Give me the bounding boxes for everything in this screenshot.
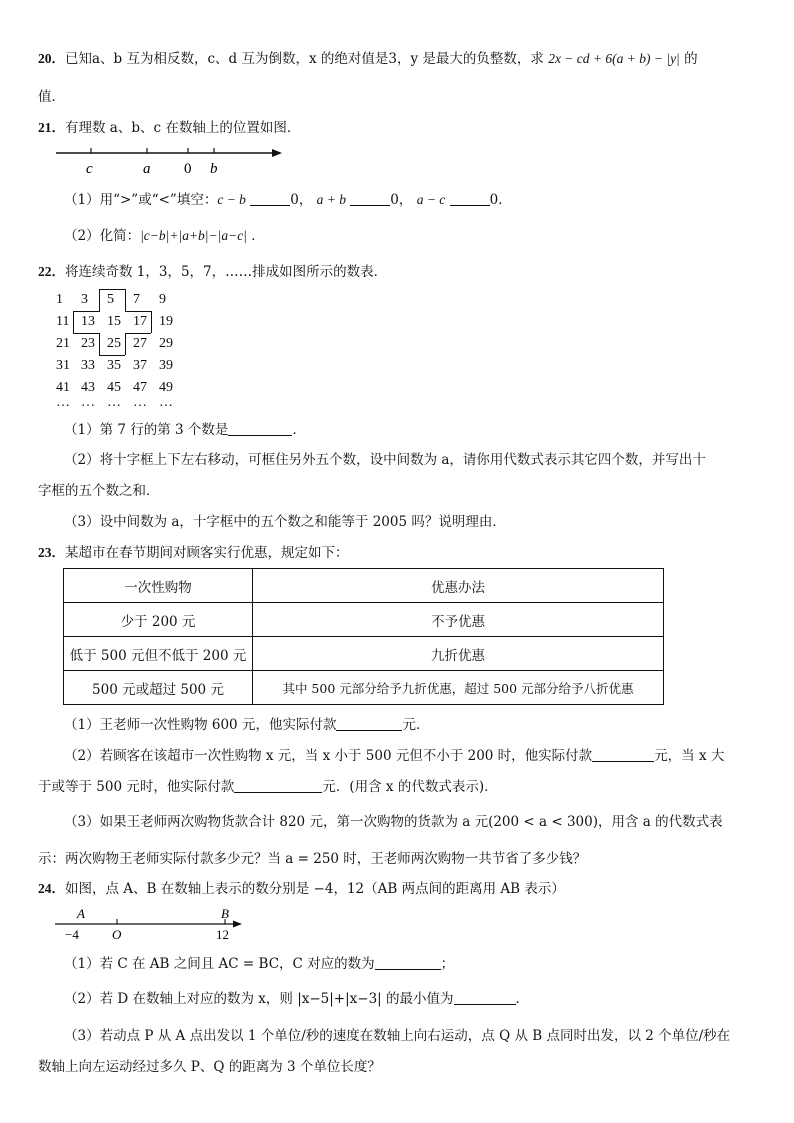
q21-number: 21． bbox=[38, 120, 65, 135]
point-b-value: 12 bbox=[216, 927, 229, 942]
q23-part1 bbox=[64, 715, 758, 735]
table-row bbox=[64, 637, 664, 671]
q20-line1 bbox=[38, 49, 758, 69]
q21-label-a: a bbox=[143, 161, 151, 177]
q21-label-c: c bbox=[86, 161, 93, 177]
zero-text: 0 bbox=[390, 192, 399, 208]
table-cell: 11 bbox=[56, 314, 70, 329]
table-cell: 19 bbox=[159, 314, 173, 329]
table-cell: 49 bbox=[159, 380, 173, 395]
table-row bbox=[64, 671, 664, 705]
q23-part2-text-end: 元．(用含 x 的代数式表示)． bbox=[322, 779, 498, 795]
q24-part3-line1: （3）若动点 P 从 A 点出发以 1 个单位/秒的速度在数轴上向右运动，点 Q 从 B 点同时出发，以 2 个单位/秒在 bbox=[64, 1028, 731, 1044]
q21-expr-a-minus-c: a − c bbox=[416, 192, 446, 207]
q23-part2-text: （2）若顾客在该超市一次性购物 x 元，当 x 小于 500 元但不小于 200 时，他实际付款 bbox=[64, 748, 593, 764]
table-cell: 5 bbox=[107, 292, 114, 307]
table-cell: 31 bbox=[56, 358, 70, 373]
q24-part2 bbox=[64, 989, 758, 1009]
table-row bbox=[64, 603, 664, 637]
q20-tail: 的 bbox=[684, 51, 698, 67]
q24-part1-text: （1）若 C 在 AB 之间且 AC = BC，C 对应的数为 bbox=[64, 956, 375, 972]
table-cell: 35 bbox=[107, 358, 121, 373]
table-cell: 低于 500 元但不低于 200 元 bbox=[64, 637, 253, 671]
table-cell: … bbox=[133, 395, 147, 410]
q20-text: 已知a、b 互为相反数，c、d 互为倒数，x 的绝对值是3，y 是最大的负整数，求 bbox=[65, 51, 544, 67]
q22-part2-line1: （2）将十字框上下左右移动，可框住另外五个数，设中间数为 a，请你用代数式表示其它四个数，并写出十 bbox=[64, 452, 706, 468]
q22-part1-text: （1）第 7 行的第 3 个数是 bbox=[64, 422, 229, 438]
q24-part1 bbox=[64, 954, 758, 974]
separator: ， bbox=[298, 192, 313, 208]
q21-number-line bbox=[50, 140, 290, 180]
table-cell: 33 bbox=[81, 358, 95, 373]
point-a-label: A bbox=[77, 906, 85, 921]
answer-blank[interactable] bbox=[234, 778, 322, 793]
q22-number: 22． bbox=[38, 264, 65, 279]
table-cell: … bbox=[56, 395, 70, 410]
q21-label-zero: 0 bbox=[184, 161, 192, 177]
table-cell: 500 元或超过 500 元 bbox=[64, 671, 253, 705]
answer-blank[interactable] bbox=[375, 955, 441, 970]
q22-stem bbox=[38, 262, 758, 282]
table-cell: 17 bbox=[133, 314, 147, 329]
q24-number: 24． bbox=[38, 881, 65, 896]
answer-blank[interactable] bbox=[350, 191, 390, 206]
origin-label: O bbox=[112, 927, 122, 942]
table-cell: 7 bbox=[133, 292, 140, 307]
q23-part3-line1: （3）如果王老师两次购物货款合计 820 元，第一次购物的货款为 a 元(200 < a < 300)，用含 a 的代数式表 bbox=[64, 814, 723, 830]
q22-part2-line2: 字框的五个数之和． bbox=[38, 483, 160, 499]
period: ． bbox=[515, 991, 530, 1007]
table-cell: 47 bbox=[133, 380, 147, 395]
table-cell: 九折优惠 bbox=[253, 637, 664, 671]
zero-text: 0 bbox=[290, 192, 299, 208]
q23-text: 某超市在春节期间对顾客实行优惠，规定如下： bbox=[65, 545, 349, 561]
table-cell: … bbox=[159, 395, 173, 410]
q22-text: 将连续奇数 1，3，5，7，……排成如图所示的数表． bbox=[65, 264, 388, 280]
q23-part2-text: 于或等于 500 元时，他实际付款 bbox=[38, 779, 235, 795]
table-cell: 43 bbox=[81, 380, 95, 395]
q21-text: 有理数 a、b、c 在数轴上的位置如图． bbox=[65, 120, 301, 136]
q23-part3-line2: 示：两次购物王老师实际付款多少元？当 a = 250 时，王老师两次购物一共节省了多少钱？ bbox=[38, 851, 587, 867]
q24-part2-text: （2）若 D 在数轴上对应的数为 x，则 |x−5|+|x−3| 的最小值为 bbox=[64, 991, 454, 1007]
q24-number-line bbox=[50, 905, 260, 945]
discount-table bbox=[63, 568, 664, 705]
table-cell: 9 bbox=[159, 292, 166, 307]
table-cell: 29 bbox=[159, 336, 173, 351]
q21-part2-expression: |c−b|+|a+b|−|a−c| bbox=[140, 228, 247, 243]
answer-blank[interactable] bbox=[450, 191, 490, 206]
q21-stem bbox=[38, 118, 758, 138]
point-b-label: B bbox=[221, 906, 229, 921]
table-cell: … bbox=[107, 395, 121, 410]
q21-part1-lead: （1）用“>”或“<”填空： bbox=[64, 192, 218, 208]
table-cell: 不予优惠 bbox=[253, 603, 664, 637]
semicolon: ； bbox=[440, 956, 455, 972]
q24-stem bbox=[38, 879, 758, 899]
table-cell: 25 bbox=[107, 336, 121, 351]
q21-part1 bbox=[64, 190, 758, 210]
table-cell: 41 bbox=[56, 380, 70, 395]
table-cell: 13 bbox=[81, 314, 95, 329]
q23-part2-line2 bbox=[38, 777, 758, 797]
q23-part1-text: （1）王老师一次性购物 600 元，他实际付款 bbox=[64, 717, 337, 733]
answer-blank[interactable] bbox=[454, 990, 516, 1005]
separator: ， bbox=[398, 192, 413, 208]
q23-part2-line1 bbox=[64, 746, 758, 766]
q24-text: 如图，点 A、B 在数轴上表示的数分别是 −4，12（AB 两点间的距离用 AB 表示） bbox=[65, 881, 565, 897]
q24-part3-line2: 数轴上向左运动经过多久 P、Q 的距离为 3 个单位长度？ bbox=[38, 1059, 381, 1075]
point-a-value: −4 bbox=[65, 927, 79, 942]
q20-line2: 值． bbox=[38, 89, 65, 105]
table-cell: 23 bbox=[81, 336, 95, 351]
table-cell: 少于 200 元 bbox=[64, 603, 253, 637]
answer-blank[interactable] bbox=[228, 421, 292, 436]
period: ． bbox=[251, 228, 265, 244]
table-cell: 3 bbox=[81, 292, 88, 307]
table-cell: 15 bbox=[107, 314, 121, 329]
table-cell: 39 bbox=[159, 358, 173, 373]
table-cell: 45 bbox=[107, 380, 121, 395]
unit-text: 元． bbox=[402, 717, 430, 733]
table-header-cell: 优惠办法 bbox=[253, 569, 664, 603]
q23-part2-text-cont: 元，当 x 大 bbox=[654, 748, 725, 764]
table-cell: 27 bbox=[133, 336, 147, 351]
q20-expression: 2x − cd + 6(a + b) − |y| bbox=[548, 51, 680, 66]
q21-expr-a-plus-b: a + b bbox=[316, 192, 346, 207]
zero-text: 0 bbox=[489, 192, 499, 208]
q23-stem bbox=[38, 543, 758, 563]
table-header-cell: 一次性购物 bbox=[64, 569, 253, 603]
table-cell: 其中 500 元部分给予九折优惠，超过 500 元部分给予八折优惠 bbox=[253, 671, 664, 705]
answer-blank[interactable] bbox=[250, 191, 290, 206]
q21-part2-lead: （2）化简： bbox=[64, 228, 141, 244]
period: ． bbox=[498, 192, 512, 208]
q21-label-b: b bbox=[210, 161, 218, 177]
q21-part2 bbox=[64, 226, 758, 246]
answer-blank[interactable] bbox=[336, 716, 402, 731]
table-cell: 21 bbox=[56, 336, 70, 351]
table-cell: … bbox=[81, 395, 95, 410]
q22-part3: （3）设中间数为 a，十字框中的五个数之和能等于 2005 吗？说明理由． bbox=[64, 514, 506, 530]
period: ． bbox=[292, 422, 306, 438]
q23-number: 23． bbox=[38, 545, 65, 560]
table-row bbox=[64, 569, 664, 603]
q22-part1 bbox=[64, 420, 758, 440]
table-cell: 1 bbox=[56, 292, 63, 307]
odd-number-table bbox=[46, 286, 186, 411]
q20-number: 20． bbox=[38, 51, 65, 66]
table-cell: 37 bbox=[133, 358, 147, 373]
answer-blank[interactable] bbox=[592, 747, 654, 762]
q21-expr-c-minus-b: c − b bbox=[217, 192, 246, 207]
